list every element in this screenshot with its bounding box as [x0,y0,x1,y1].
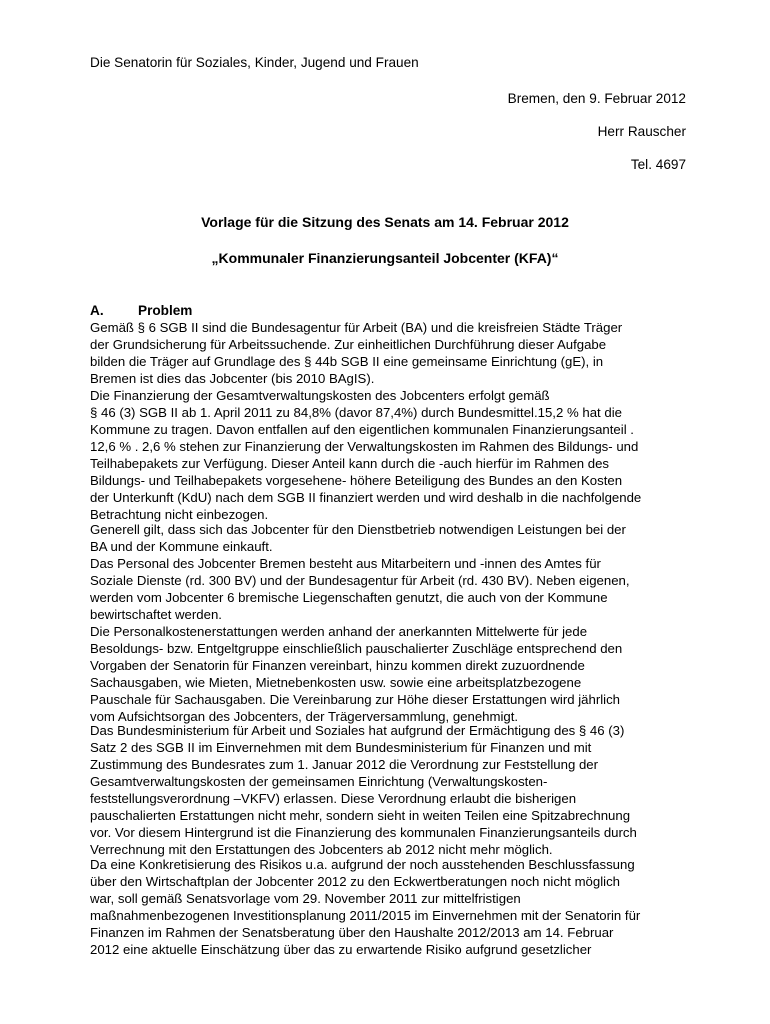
paragraph-1 [90,319,690,523]
text-line: der Unterkunft (KdU) nach dem SGB II finanziert werden und wird deshalb in die nachfolgende [90,490,642,505]
text-line: 2012 eine aktuelle Einschätzung über das zu erwartende Risiko aufgrund gesetzlicher [90,942,592,957]
paragraph-3 [90,722,690,858]
text-line: Generell gilt, dass sich das Jobcenter für den Dienstbetrieb notwendigen Leistungen bei der [90,522,626,537]
section-a-number: A. [90,303,104,318]
text-line: Besoldungs- bzw. Entgeltgruppe einschließlich pauschalierter Zuschläge entsprechend den [90,641,623,656]
text-line: Gesamtverwaltungskosten der gemeinsamen Einrichtung (Verwaltungskosten- [90,774,548,789]
text-line: bilden die Träger auf Grundlage des § 44b SGB II eine gemeinsame Einrichtung (gE), in [90,354,604,369]
text-line: Teilhabepakets zur Verfügung. Dieser Anteil kann durch die -auch hierfür im Rahmen des [90,456,609,471]
paragraph-2 [90,521,690,725]
text-line: pauschalierten Erstattungen nicht mehr, sondern sieht in weiten Teilen eine Spitzabrechnung [90,808,631,823]
document-title: Vorlage für die Sitzung des Senats am 14. Februar 2012 [201,214,569,230]
document-subject: „Kommunaler Finanzierungsanteil Jobcenter (KFA)“ [211,250,559,266]
text-line: Betrachtung nicht einbezogen. [90,507,269,522]
date-line: Bremen, den 9. Februar 2012 [507,91,686,106]
text-line: 12,6 % . 2,6 % stehen zur Finanzierung der Verwaltungskosten im Rahmen des Bildungs- und [90,439,639,454]
text-line: werden vom Jobcenter 6 bremische Liegenschaften genutzt, die auch von der Kommune [90,590,608,605]
text-line: Das Bundesministerium für Arbeit und Soziales hat aufgrund der Ermächtigung des § 46 (3) [90,723,625,738]
text-line: Die Personalkostenerstattungen werden anhand der anerkannten Mittelwerte für jede [90,624,588,639]
text-line: Gemäß § 6 SGB II sind die Bundesagentur für Arbeit (BA) und die kreisfreien Städte Träger [90,320,623,335]
text-line: Soziale Dienste (rd. 300 BV) und der Bundesagentur für Arbeit (rd. 430 BV). Neben eigenen, [90,573,630,588]
text-line: maßnahmenbezogenen Investitionsplanung 2011/2015 im Einvernehmen mit der Senatorin für [90,908,641,923]
text-line: Bildungs- und Teilhabepakets vorgesehene- höhere Beteiligung des Bundes an den Kosten [90,473,623,488]
section-a-heading [90,302,192,319]
text-line: Bremen ist dies das Jobcenter (bis 2010 BAgIS). [90,371,375,386]
text-line: Pauschale für Sachausgaben. Die Vereinbarung zur Höhe dieser Erstattungen wird jährlich [90,692,621,707]
text-line: § 46 (3) SGB II ab 1. April 2011 zu 84,8% (davor 87,4%) durch Bundesmittel.15,2 % hat die [90,405,622,420]
text-line: Zustimmung des Bundesrates zum 1. Januar 2012 die Verordnung zur Feststellung der [90,757,599,772]
sender-authority: Die Senatorin für Soziales, Kinder, Jugend und Frauen [90,55,419,70]
text-line: BA und der Kommune einkauft. [90,539,273,554]
contact-name: Herr Rauscher [597,124,686,139]
text-line: Satz 2 des SGB II im Einvernehmen mit dem Bundesministerium für Finanzen und mit [90,740,592,755]
text-line: Verrechnung mit den Erstattungen des Jobcenters ab 2012 nicht mehr möglich. [90,842,553,857]
text-line: Das Personal des Jobcenter Bremen besteht aus Mitarbeitern und -innen des Amtes für [90,556,601,571]
text-line: über den Wirtschaftplan der Jobcenter 2012 zu den Eckwertberatungen noch nicht möglich [90,874,621,889]
text-line: Finanzen im Rahmen der Senatsberatung über den Haushalte 2012/2013 am 14. Februar [90,925,614,940]
section-a-title: Problem [138,303,193,318]
text-line: Sachausgaben, wie Mieten, Mietnebenkosten usw. sowie eine arbeitsplatzbezogene [90,675,582,690]
text-line: Vorgaben der Senatorin für Finanzen vereinbart, hinzu kommen direkt zuzuordnende [90,658,585,673]
text-line: feststellungsverordnung –VKFV) erlassen. Diese Verordnung erlaubt die bisherigen [90,791,577,806]
text-line: der Grundsicherung für Arbeitssuchende. Zur einheitlichen Durchführung dieser Aufgabe [90,337,607,352]
text-line: vor. Vor diesem Hintergrund ist die Finanzierung des kommunalen Finanzierungsanteils durch [90,825,637,840]
phone-number: Tel. 4697 [630,157,686,172]
paragraph-4 [90,856,690,958]
text-line: Da eine Konkretisierung des Risikos u.a. aufgrund der noch ausstehenden Beschlussfassung [90,857,635,872]
text-line: vom Aufsichtsorgan des Jobcenters, der Trägerversammlung, genehmigt. [90,709,519,724]
text-line: Die Finanzierung der Gesamtverwaltungskosten des Jobcenters erfolgt gemäß [90,388,550,403]
text-line: Kommune zu tragen. Davon entfallen auf den eigentlichen kommunalen Finanzierungsanteil . [90,422,634,437]
text-line: bewirtschaftet werden. [90,607,222,622]
text-line: war, soll gemäß Senatsvorlage vom 29. November 2011 zur mittelfristigen [90,891,521,906]
